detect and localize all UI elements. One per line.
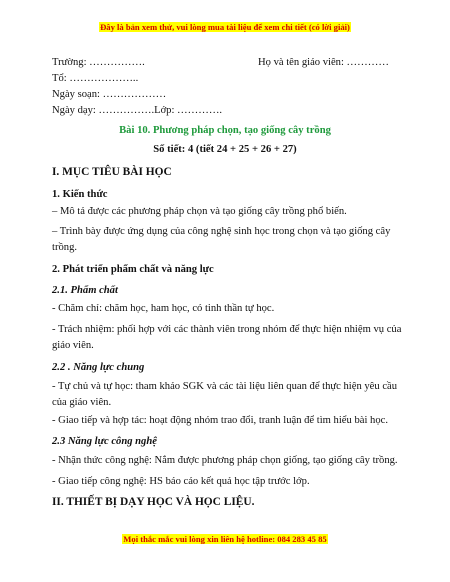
prep-date-field: Ngày soạn: ………………	[52, 89, 167, 100]
section-heading-objectives: I. MỤC TIÊU BÀI HỌC	[52, 166, 172, 178]
teach-date-class-field: Ngày dạy: …………….Lớp: ………….	[52, 105, 223, 116]
hotline-notice-banner	[0, 534, 450, 544]
lesson-title: Bài 10. Phương pháp chọn, tạo giống cây trồng	[119, 125, 331, 136]
tech-competency-item: - Nhận thức công nghệ: Nắm được phương pháp chọn giống, tạo giống cây trồng.	[52, 455, 398, 466]
knowledge-item: – Trình bày được ứng dụng của công nghệ sinh học trong chọn và tạo giống cây trồng.	[52, 226, 391, 253]
qualities-heading: 2.1. Phẩm chất	[52, 285, 118, 296]
knowledge-item: – Mô tả được các phương pháp chọn và tạo giống cây trồng phổ biến.	[52, 206, 347, 217]
school-field: Trường: …………….	[52, 57, 145, 68]
preview-notice-text: Đây là bản xem thử, vui lòng mua tài liệu để xem chi tiết (có lời giải)	[100, 22, 350, 32]
qualities-item: - Chăm chỉ: chăm học, ham học, có tinh thần tự học.	[52, 303, 275, 314]
competency-heading: 2. Phát triển phẩm chất và năng lực	[52, 264, 214, 275]
qualities-item: - Trách nhiệm: phối hợp với các thành viên trong nhóm để thực hiện nhiệm vụ của giáo viên.	[52, 324, 402, 351]
general-competency-heading: 2.2 . Năng lực chung	[52, 362, 145, 373]
hotline-notice-text: Mọi thắc mắc vui lòng xin liên hệ hotline: 084 283 45 85	[123, 534, 327, 544]
general-competency-item: - Giao tiếp và hợp tác: hoạt động nhóm trao đổi, tranh luận để tìm hiểu bài học.	[52, 415, 388, 426]
tech-competency-item: - Giao tiếp công nghệ: HS báo cáo kết quả học tập trước lớp.	[52, 476, 310, 487]
tech-competency-heading: 2.3 Năng lực công nghệ	[52, 436, 157, 447]
general-competency-item: - Tự chủ và tự học: tham khảo SGK và các tài liệu liên quan để thực hiện yêu cầu của giáo viên.	[52, 381, 398, 408]
preview-notice-banner	[0, 22, 450, 32]
group-field: Tổ: ………………..	[52, 73, 139, 84]
knowledge-heading: 1. Kiến thức	[52, 189, 108, 200]
lesson-periods: Số tiết: 4 (tiết 24 + 25 + 26 + 27)	[153, 144, 297, 155]
teacher-name-field: Họ và tên giáo viên: …………	[258, 57, 389, 68]
section-heading-equipment: II. THIẾT BỊ DẠY HỌC VÀ HỌC LIỆU.	[52, 496, 255, 508]
